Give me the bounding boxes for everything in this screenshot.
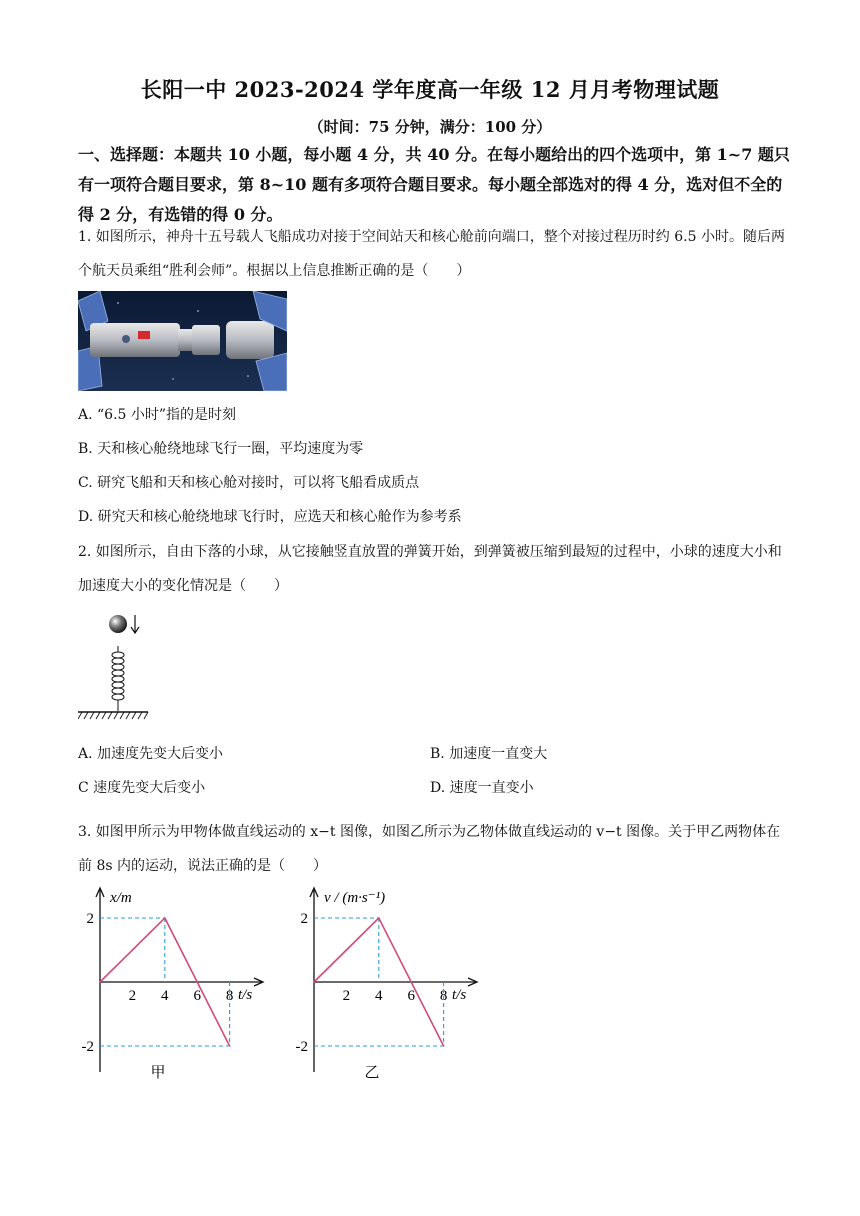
ball-spring-diagram: [78, 612, 150, 722]
x-tick-label: 6: [193, 988, 201, 1004]
y-tick-label: -2: [81, 1039, 94, 1055]
q1-option-a: A. “6.5 小时”指的是时刻: [78, 407, 237, 423]
x-tick-label: 2: [128, 988, 137, 1004]
data-point: [99, 981, 101, 983]
x-tick-label: 8: [439, 988, 448, 1004]
x-tick-label: 4: [375, 988, 383, 1004]
chart-yi-vt: [290, 882, 490, 1082]
chart-caption: 乙: [364, 1065, 380, 1081]
data-point: [164, 917, 166, 919]
chart-caption: 甲: [150, 1065, 166, 1081]
x-tick-label: 8: [225, 988, 234, 1004]
spacecraft-docking-image: [78, 291, 287, 391]
q1-option-d: D. 研究天和核心舱绕地球飞行时，应选天和核心舱作为参考系: [78, 509, 462, 525]
section-heading: 一、选择题：本题共 10 小题，每小题 4 分，共 40 分。在每小题给出的四个选项中，第 1~7 题只有一项符合题目要求，第 8~10 题有多项符合题目要求。每小题全部选对的得 4 分，选对但不全的得 2 分，有选错的得 0 分。: [78, 145, 790, 224]
y-tick-label: 2: [300, 911, 308, 927]
question-2-stem: 2. 如图所示，自由下落的小球，从它接触竖直放置的弹簧开始，到弹簧被压缩到最短的过程中，小球的速度大小和加速度大小的变化情况是（ ）: [78, 544, 782, 594]
data-point: [229, 1045, 231, 1047]
q1-option-b: B. 天和核心舱绕地球飞行一圈，平均速度为零: [78, 441, 364, 457]
exam-subtitle: （时间：75 分钟，满分：100 分）: [308, 118, 552, 136]
question-1-stem: 1. 如图所示，神舟十五号载人飞船成功对接于空间站天和核心舱前向端口，整个对接过程历时约 6.5 小时。随后两个航天员乘组“胜利会师”。根据以上信息推断正确的是（ ）: [78, 229, 785, 279]
x-tick-label: 4: [161, 988, 169, 1004]
question-3-stem: 3. 如图甲所示为甲物体做直线运动的 x−t 图像，如图乙所示为乙物体做直线运动的 v−t 图像。关于甲乙两物体在前 8s 内的运动，说法正确的是（ ）: [78, 824, 781, 874]
q1-option-c: C. 研究飞船和天和核心舱对接时，可以将飞船看成质点: [78, 475, 420, 491]
q2-option-c: C 速度先变大后变小: [78, 780, 206, 796]
q2-option-d: D. 速度一直变小: [430, 780, 534, 796]
y-axis-label: v / (m·s⁻¹): [324, 890, 386, 906]
chart-jia-xt: [76, 882, 276, 1082]
data-point: [443, 1045, 445, 1047]
q2-option-b: B. 加速度一直变大: [430, 746, 548, 762]
data-point: [313, 981, 315, 983]
x-tick-label: 6: [407, 988, 415, 1004]
q2-option-a: A. 加速度先变大后变小: [78, 746, 224, 762]
exam-title: 长阳一中 2023-2024 学年度高一年级 12 月月考物理试题: [140, 77, 720, 102]
x-tick-label: 2: [342, 988, 351, 1004]
data-point: [378, 917, 380, 919]
x-axis-label: t/s: [238, 987, 253, 1003]
y-tick-label: -2: [295, 1039, 308, 1055]
x-axis-label: t/s: [452, 987, 467, 1003]
y-axis-label: x/m: [110, 890, 132, 906]
y-tick-label: 2: [86, 911, 94, 927]
